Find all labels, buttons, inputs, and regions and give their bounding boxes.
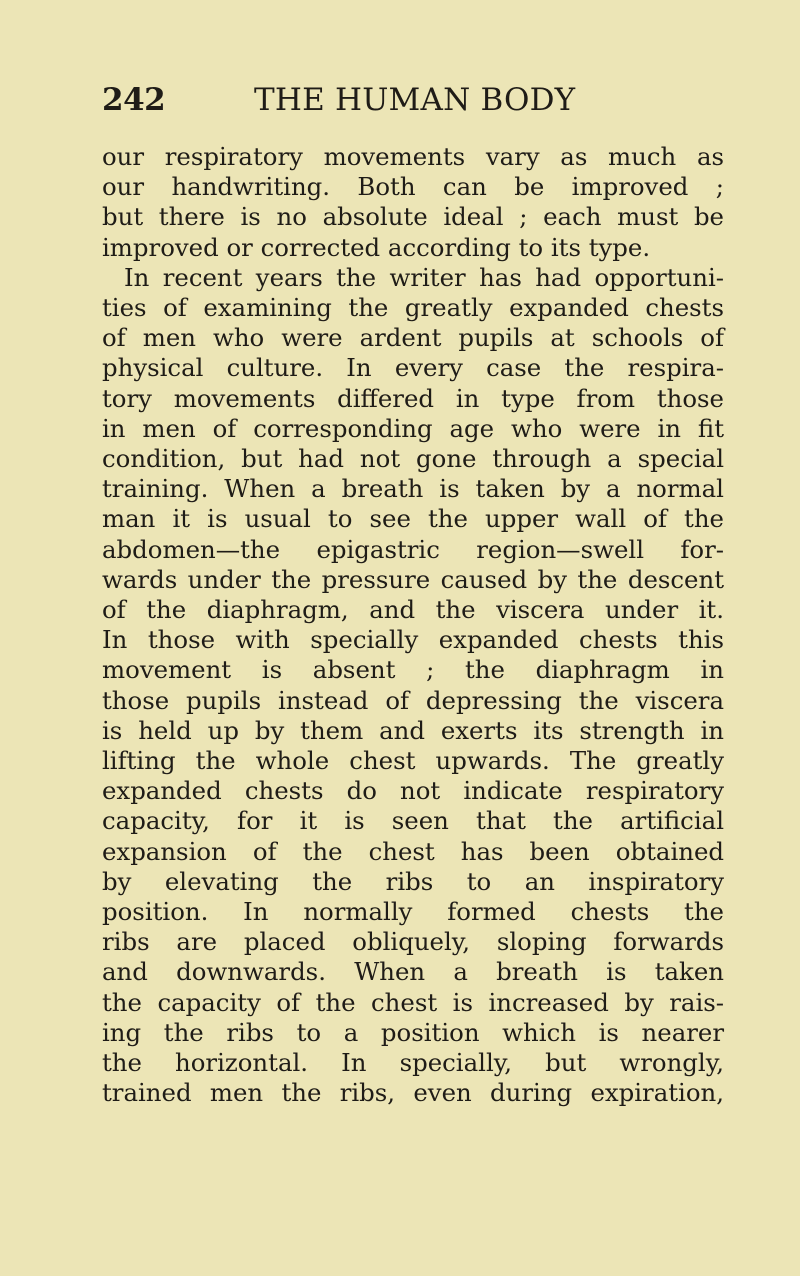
- text-line: the capacity of the chest is increased by rais-: [102, 987, 724, 1017]
- text-line: the horizontal. In specially, but wrongly,: [102, 1048, 724, 1078]
- text-line: our handwriting. Both can be improved ;: [102, 172, 724, 202]
- text-line: wards under the pressure caused by the descent: [102, 564, 724, 594]
- text-line: is held up by them and exerts its strength in: [102, 715, 724, 745]
- text-line: but there is no absolute ideal ; each must be: [102, 202, 724, 232]
- text-line: tory movements differed in type from those: [102, 383, 724, 413]
- text-line: man it is usual to see the upper wall of the: [102, 504, 724, 534]
- text-line: In those with specially expanded chests this: [102, 625, 724, 655]
- text-line: movement is absent ; the diaphragm in: [102, 655, 724, 685]
- text-line: improved or corrected according to its type.: [102, 232, 651, 262]
- text-line: by elevating the ribs to an inspiratory: [102, 866, 724, 896]
- running-title: THE HUMAN BODY: [254, 82, 576, 118]
- text-line: position. In normally formed chests the: [102, 897, 724, 927]
- text-line: in men of corresponding age who were in fit: [102, 413, 724, 443]
- text-line: those pupils instead of depressing the viscera: [102, 685, 724, 715]
- text-line: of the diaphragm, and the viscera under it.: [102, 595, 724, 625]
- page-header: [102, 82, 742, 122]
- text-line: expanded chests do not indicate respiratory: [102, 776, 724, 806]
- text-line: capacity, for it is seen that the artificial: [102, 806, 724, 836]
- text-line: condition, but had not gone through a special: [102, 444, 724, 474]
- text-line: of men who were ardent pupils at schools of: [102, 323, 724, 353]
- text-line: trained men the ribs, even during expiration,: [102, 1078, 724, 1108]
- text-line: ing the ribs to a position which is nearer: [102, 1017, 724, 1047]
- text-line: abdomen—the epigastric region—swell for-: [102, 534, 724, 564]
- text-line: In recent years the writer has had opportuni-: [124, 262, 724, 292]
- text-line: lifting the whole chest upwards. The greatly: [102, 746, 724, 776]
- text-line: ribs are placed obliquely, sloping forwards: [102, 927, 724, 957]
- text-line: expansion of the chest has been obtained: [102, 836, 724, 866]
- text-line: our respiratory movements vary as much as: [102, 142, 724, 171]
- body-text: [102, 142, 724, 1109]
- text-line: ties of examining the greatly expanded chests: [102, 293, 724, 323]
- text-line: training. When a breath is taken by a normal: [102, 474, 724, 504]
- page-number: 242: [102, 82, 166, 118]
- text-line: and downwards. When a breath is taken: [102, 957, 724, 987]
- text-line: physical culture. In every case the respira-: [102, 353, 724, 383]
